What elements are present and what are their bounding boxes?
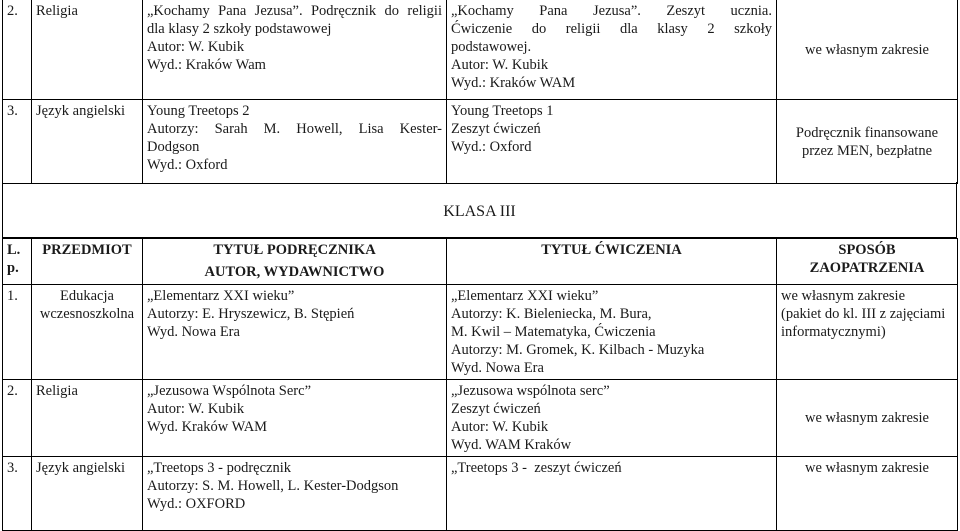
text-line: Young Treetops 2 xyxy=(147,103,250,119)
workbook-cell xyxy=(447,457,777,531)
text-line: ZAOPATRZENIA xyxy=(809,260,925,276)
class-heading-box xyxy=(2,182,957,238)
book-cell xyxy=(143,380,447,457)
class-heading: KLASA III xyxy=(443,203,516,220)
text-line: Dodgson xyxy=(147,139,200,155)
header-lp xyxy=(3,239,32,285)
text-line: Autorzy: K. Bielenieck​a, M. Bura, xyxy=(451,306,652,322)
text-line: Wyd. Kraków WAM xyxy=(147,419,268,435)
text-line: Autor: W. Kubik xyxy=(147,39,245,55)
text-line: Edukacja xyxy=(60,288,114,304)
text-line: Autorzy: M. Gromek, K. Kilbach - Muzyka xyxy=(451,342,705,358)
table-row xyxy=(3,285,958,380)
text-line: AUTOR, WYDAWNICTWO xyxy=(204,264,385,280)
workbook-cell xyxy=(447,100,777,184)
text-line: TYTUŁ PODRĘCZNIKA xyxy=(213,242,376,258)
method-cell: we własnym zakresie xyxy=(777,0,958,100)
text-line: podstawowej. xyxy=(451,39,532,55)
book-cell xyxy=(143,285,447,380)
text-line: informatycznymi) xyxy=(781,324,886,340)
text-line: „Elementarz XXI wieku” xyxy=(147,288,295,304)
row-number: 2. xyxy=(3,380,32,457)
subject-cell: Religia xyxy=(32,0,143,100)
text-line: „Elementarz XXI wieku” xyxy=(451,288,599,304)
text-line: Wyd.: OXFORD xyxy=(147,496,246,512)
book-cell xyxy=(143,0,447,100)
subject-cell xyxy=(32,285,143,380)
text-line: Young Treetops 1 xyxy=(451,103,554,119)
table-row xyxy=(3,457,958,531)
text-line: „Jezusowa Wspólnota Serc” xyxy=(147,383,312,399)
text-line: Wyd. WAM Kraków xyxy=(451,437,572,453)
text-line: Zeszyt ćwiczeń xyxy=(451,401,541,417)
text-line: Zeszyt ćwiczeń xyxy=(451,121,541,137)
class-iii-table xyxy=(2,238,958,531)
text-line: we własnym zakresie xyxy=(781,288,906,304)
text-line: p. xyxy=(7,260,19,276)
header-subject: PRZEDMIOT xyxy=(32,239,143,285)
table-row xyxy=(3,100,958,184)
text-line: Wyd. Nowa Era xyxy=(451,360,544,376)
header-method xyxy=(777,239,958,285)
text-line: Wyd.: Kraków WAM xyxy=(451,75,576,91)
header-row xyxy=(3,239,958,285)
text-line: „Jezusowa wspólnota serc” xyxy=(451,383,610,399)
text-line: Wyd.: Kraków Wam xyxy=(147,57,266,73)
text-line: Wyd.: Oxford xyxy=(451,139,532,155)
text-line: wczesnoszkolna xyxy=(39,306,135,322)
text-line: Wyd. Nowa Era xyxy=(147,324,240,340)
text-line: SPOSÓB xyxy=(838,242,896,258)
text-line: Podręcznik finansowane xyxy=(795,124,939,141)
row-number: 1. xyxy=(3,285,32,380)
text-line: (pakiet do kl. III z zajęciami xyxy=(781,306,946,322)
header-book xyxy=(143,239,447,285)
method-cell: we własnym zakresie xyxy=(777,457,958,531)
text-line: Autorzy: S. M. Howell, L. Kester-Dodgson xyxy=(147,478,399,494)
workbook-cell xyxy=(447,380,777,457)
subject-cell: Język angielski xyxy=(32,457,143,531)
text-line: Autorzy: Sarah M. Howell, Lisa Kester- xyxy=(147,121,442,137)
header-workbook: TYTUŁ ĆWICZENIA xyxy=(447,239,777,285)
text-line: Autor: W. Kubik xyxy=(451,57,549,73)
row-number: 3. xyxy=(3,100,32,184)
method-cell xyxy=(777,285,958,380)
text-line: Autor: W. Kubik xyxy=(147,401,245,417)
text-line: Ćwiczenie do religii dla klasy 2 szkoły xyxy=(451,21,772,37)
workbook-cell xyxy=(447,0,777,100)
text-line: „Kochamy Pana Jezusa”. Podręcznik do religii xyxy=(147,3,442,19)
text-line: Autorzy: E. Hryszewicz, B. Stępień xyxy=(147,306,355,322)
method-cell xyxy=(777,100,958,184)
text-line: przez MEN, bezpłatne xyxy=(801,142,933,159)
subject-cell: Język angielski xyxy=(32,100,143,184)
previous-class-table xyxy=(2,0,958,184)
table-row xyxy=(3,0,958,100)
text-line: „Kochamy Pana Jezusa”. Zeszyt ucznia. xyxy=(451,3,772,19)
text-line: M. Kwil – Matematyka, Ćwiczenia xyxy=(451,324,656,340)
workbook-cell xyxy=(447,285,777,380)
book-cell xyxy=(143,457,447,531)
text-line: Autor: W. Kubik xyxy=(451,419,549,435)
text-line: „Treetops 3 - zeszyt ćwiczeń xyxy=(451,460,622,476)
method-cell: we własnym zakresie xyxy=(777,380,958,457)
row-number: 3. xyxy=(3,457,32,531)
text-line: „Treetops 3 - podręcznik xyxy=(147,460,292,476)
text-line: Wyd.: Oxford xyxy=(147,157,228,173)
subject-cell: Religia xyxy=(32,380,143,457)
table-row xyxy=(3,380,958,457)
text-line: L. xyxy=(7,242,21,258)
row-number: 2. xyxy=(3,0,32,100)
book-cell xyxy=(143,100,447,184)
text-line: dla klasy 2 szkoły podstawowej xyxy=(147,21,332,37)
